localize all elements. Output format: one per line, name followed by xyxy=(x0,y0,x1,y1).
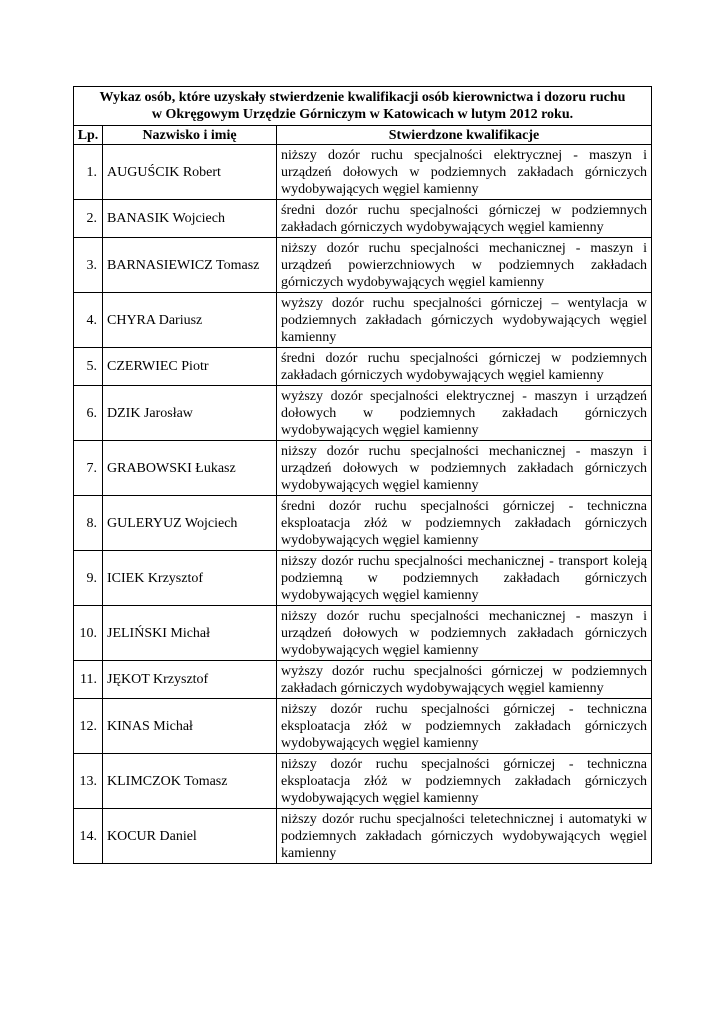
person-name: DZIK Jarosław xyxy=(103,386,277,441)
qualification-text: wyższy dozór specjalności elektrycznej - maszyn i urządzeń dołowych w podziemnych zakładach górniczych wydobywających węgiel kamienny xyxy=(277,386,652,441)
document-title xyxy=(74,87,652,126)
person-name: BARNASIEWICZ Tomasz xyxy=(103,238,277,293)
person-name: ICIEK Krzysztof xyxy=(103,551,277,606)
person-name: KOCUR Daniel xyxy=(103,809,277,864)
qualification-text: wyższy dozór ruchu specjalności górniczej w podziemnych zakładach górniczych wydobywających węgiel kamienny xyxy=(277,661,652,699)
qualification-text: niższy dozór ruchu specjalności mechanicznej - maszyn i urządzeń powierzchniowych w podziemnych zakładach górniczych wydobywających węgiel kamienny xyxy=(277,238,652,293)
qualification-text: wyższy dozór ruchu specjalności górniczej – wentylacja w podziemnych zakładach górniczych wydobywających węgiel kamienny xyxy=(277,293,652,348)
table-row xyxy=(74,809,652,864)
row-number: 11. xyxy=(74,661,103,699)
qualification-text: niższy dozór ruchu specjalności teletechnicznej i automatyki w podziemnych zakładach górniczych wydobywających węgiel kamienny xyxy=(277,809,652,864)
row-number: 10. xyxy=(74,606,103,661)
row-number: 6. xyxy=(74,386,103,441)
table-row xyxy=(74,200,652,238)
header-row xyxy=(74,126,652,145)
qualification-text: średni dozór ruchu specjalności górniczej - techniczna eksploatacja złóż w podziemnych zakładach górniczych wydobywających węgiel kamienny xyxy=(277,496,652,551)
qualification-text: niższy dozór ruchu specjalności elektrycznej - maszyn i urządzeń dołowych w podziemnych zakładach górniczych wydobywających węgiel kamienny xyxy=(277,145,652,200)
row-number: 13. xyxy=(74,754,103,809)
qualification-text: niższy dozór ruchu specjalności górniczej - techniczna eksploatacja złóż w podziemnych zakładach górniczych wydobywających węgiel kamienny xyxy=(277,699,652,754)
qualification-text: średni dozór ruchu specjalności górniczej w podziemnych zakładach górniczych wydobywających węgiel kamienny xyxy=(277,348,652,386)
qualification-text: niższy dozór ruchu specjalności mechanicznej - maszyn i urządzeń dołowych w podziemnych zakładach górniczych wydobywających węgiel kamienny xyxy=(277,441,652,496)
row-number: 12. xyxy=(74,699,103,754)
qualification-text: średni dozór ruchu specjalności górniczej w podziemnych zakładach górniczych wydobywających węgiel kamienny xyxy=(277,200,652,238)
person-name: CZERWIEC Piotr xyxy=(103,348,277,386)
table-row xyxy=(74,551,652,606)
person-name: JĘKOT Krzysztof xyxy=(103,661,277,699)
table-row xyxy=(74,238,652,293)
row-number: 14. xyxy=(74,809,103,864)
row-number: 4. xyxy=(74,293,103,348)
qualifications-table xyxy=(73,86,652,864)
row-number: 2. xyxy=(74,200,103,238)
person-name: AUGUŚCIK Robert xyxy=(103,145,277,200)
table-row xyxy=(74,699,652,754)
header-lp: Lp. xyxy=(74,126,103,145)
header-qualification: Stwierdzone kwalifikacje xyxy=(277,126,652,145)
table-row xyxy=(74,386,652,441)
row-number: 5. xyxy=(74,348,103,386)
table-row xyxy=(74,754,652,809)
row-number: 8. xyxy=(74,496,103,551)
row-number: 9. xyxy=(74,551,103,606)
header-name: Nazwisko i imię xyxy=(103,126,277,145)
row-number: 7. xyxy=(74,441,103,496)
qualification-text: niższy dozór ruchu specjalności górniczej - techniczna eksploatacja złóż w podziemnych zakładach górniczych wydobywających węgiel kamienny xyxy=(277,754,652,809)
person-name: JELIŃSKI Michał xyxy=(103,606,277,661)
table-row xyxy=(74,441,652,496)
title-row xyxy=(74,87,652,126)
table-row xyxy=(74,293,652,348)
document-title-line-2: w Okręgowym Urzędzie Górniczym w Katowicach w lutym 2012 roku. xyxy=(151,107,574,122)
qualification-text: niższy dozór ruchu specjalności mechanicznej - maszyn i urządzeń dołowych w podziemnych zakładach górniczych wydobywających węgiel kamienny xyxy=(277,606,652,661)
table-row xyxy=(74,145,652,200)
table-row xyxy=(74,661,652,699)
person-name: KINAS Michał xyxy=(103,699,277,754)
qualification-text: niższy dozór ruchu specjalności mechanicznej - transport koleją podziemną w podziemnych zakładach górniczych wydobywających węgiel kamienny xyxy=(277,551,652,606)
table-row xyxy=(74,496,652,551)
person-name: GULERYUZ Wojciech xyxy=(103,496,277,551)
row-number: 1. xyxy=(74,145,103,200)
table-row xyxy=(74,606,652,661)
person-name: KLIMCZOK Tomasz xyxy=(103,754,277,809)
person-name: CHYRA Dariusz xyxy=(103,293,277,348)
row-number: 3. xyxy=(74,238,103,293)
table-row xyxy=(74,348,652,386)
person-name: GRABOWSKI Łukasz xyxy=(103,441,277,496)
document-title-line-1: Wykaz osób, które uzyskały stwierdzenie kwalifikacji osób kierownictwa i dozoru ruchu xyxy=(99,90,626,105)
person-name: BANASIK Wojciech xyxy=(103,200,277,238)
